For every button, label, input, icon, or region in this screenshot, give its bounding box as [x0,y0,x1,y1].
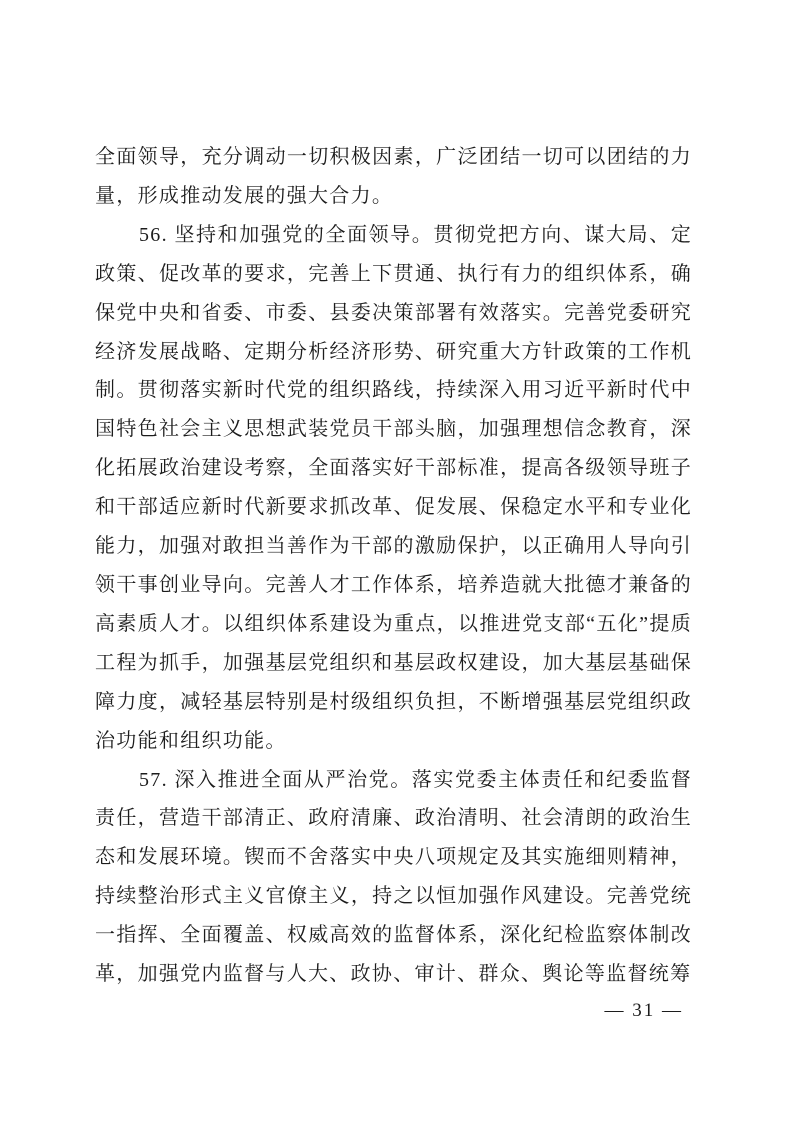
paragraph-item-56: 56. 坚持和加强党的全面领导。贯彻党把方向、谋大局、定政策、促改革的要求，完善上下贯通、执行有力的组织体系，确保党中央和省委、市委、县委决策部署有效落实。完善党委研究经济发展战略、定期分析经济形势、研究重大方针政策的工作机制。贯彻落实新时代党的组织路线，持续深入用习近平新时代中国特色社会主义思想武装党员干部头脑，加强理想信念教育，深化拓展政治建设考察，全面落实好干部标准，提高各级领导班子和干部适应新时代新要求抓改革、促发展、保稳定水平和专业化能力，加强对敢担当善作为干部的激励保护，以正确用人导向引领干事创业导向。完善人才工作体系，培养造就大批德才兼备的高素质人才。以组织体系建设为重点，以推进党支部“五化”提质工程为抓手，加强基层党组织和基层政权建设，加大基层基础保障力度，减轻基层特别是村级组织负担，不断增强基层党组织政治功能和组织功能。 [95,223,692,752]
paragraph-item-57: 57. 深入推进全面从严治党。落实党委主体责任和纪委监督责任，营造干部清正、政府清廉、政治清明、社会清朗的政治生态和发展环境。锲而不舍落实中央八项规定及其实施细则精神，持续整治形式主义官僚主义，持之以恒加强作风建设。完善党统一指挥、全面覆盖、权威高效的监督体系，深化纪检监察体制改革，加强党内监督与人大、政协、审计、群众、舆论等监督统筹 [95,768,692,986]
paragraph-continuation: 全面领导，充分调动一切积极因素，广泛团结一切可以团结的力量，形成推动发展的强大合力。 [95,146,692,207]
document-body [95,138,692,994]
page-number: — 31 — [604,1000,683,1021]
